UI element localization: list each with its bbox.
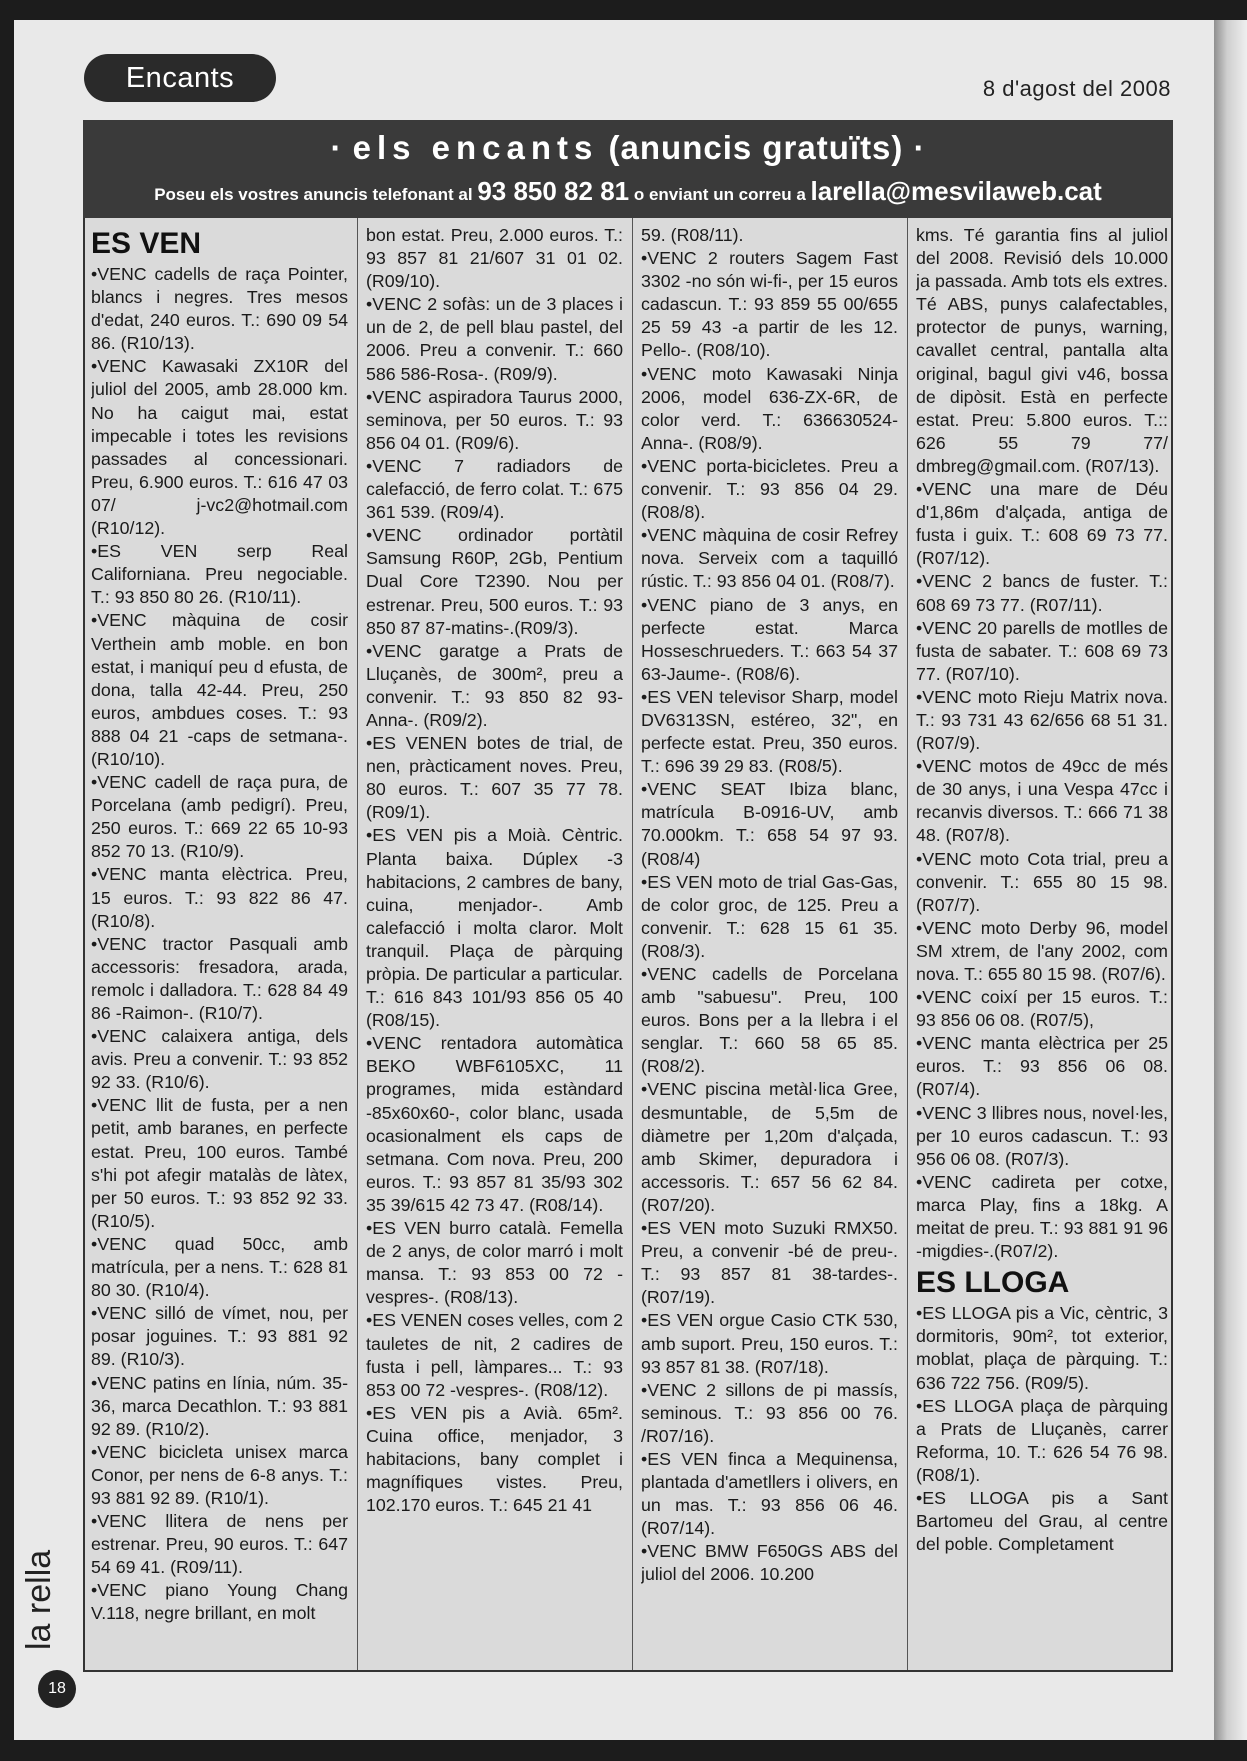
column-divider [357,218,358,1670]
classified-ad: •VENC piscina metàl·lica Gree, desmuntable, de 5,5m de diàmetre per 1,20m d'alçada, amb Skimer, depuradora i accessoris. T.: 657 56 62 84. (R07/20). [641,1079,898,1215]
classified-ad: •VENC màquina de cosir Verthein amb moble. en bon estat, i maniquí peu d efusta, de dona, talla 42-44. Preu, 250 euros, ambdues coses. T.: 93 888 04 21 -caps de setmana-. (R10/10). [91,610,348,769]
classified-ad: •ES VEN pis a Moià. Cèntric. Planta baixa. Dúplex -3 habitacions, 2 cambres de bany, cuina, menjador-. Amb calefacció i molta claror. Molt tranquil. Plaça de pàrquing pròpia. De particular a particular. T.: 616 843 101/93 856 05 40 (R08/15). [366,825,623,1031]
section-heading: ES LLOGA [916,1266,1070,1300]
classified-ad: •VENC moto Derby 96, model SM xtrem, de l'any 2002, com nova. T.: 655 80 15 98. (R07/6). [916,917,1168,984]
classified-ad: •VENC silló de vímet, nou, per posar joguines. T.: 93 881 92 89. (R10/3). [91,1303,348,1370]
classified-ad: •VENC coixí per 15 euros. T.: 93 856 06 08. (R07/5), [916,987,1168,1031]
classified-ad: •VENC cadell de raça pura, de Porcelana (amb pedigrí). Preu, 250 euros. T.: 669 22 65 10-93 852 70 13. (R10/9). [91,772,348,862]
classified-ad: 59. (R08/11). [641,225,744,245]
classified-ad: •ES VEN televisor Sharp, model DV6313SN, estéreo, 32", en perfecte estat. Preu, 350 euros. T.: 696 39 29 83. (R08/5). [641,686,898,777]
classified-ad: •VENC SEAT Ibiza blanc, matrícula B-0916-UV, amb 70.000km. T.: 658 54 97 93. (R08/4) [641,779,898,869]
classified-ad: •ES VENEN coses velles, com 2 tauletes de nit, 2 cadires de fusta i pell, làmpares... T.: 93 853 00 72 -vespres-. (R08/12). [366,1310,623,1400]
classified-ad: •ES VEN finca a Mequinensa, plantada d'ametllers i olivers, en un mas. T.: 93 856 06 46. (R07/14). [641,1448,898,1539]
classifieds-banner [83,120,1173,218]
classified-ad: •VENC ordinador portàtil Samsung R60P, 2Gb, Pentium Dual Core T2390. Nou per estrenar. Preu, 500 euros. T.: 93 850 87 87-matins-.(R09/3). [366,525,623,638]
classified-ad: •VENC garatge a Prats de Lluçanès, de 300m², preu a convenir. T.: 93 850 82 93-Anna-. (R09/2). [366,640,623,730]
magazine-name: la rella [20,1549,58,1650]
classified-ad: kms. Té garantia fins al juliol del 2008. Revisió dels 10.000 ja passada. Amb tots els extres. Té ABS, punys calafectables, protector de punys, warning, cavallet central, pantalla alta original, bagul givi v46, bossa de dipòsit. Està en perfecte estat. Preu: 5.800 euros. T.:: 626 55 79 77/ dmbreg@gmail.com. (R07/13). [916,225,1168,476]
classified-ad: •VENC 2 bancs de fuster. T.: 608 69 73 77. (R07/11). [916,571,1168,615]
classified-ad: •ES VENEN botes de trial, de nen, pràcticament noves. Preu, 80 euros. T.: 607 35 77 78. (R09/1). [366,733,623,823]
classified-ad: •VENC cadireta per cotxe, marca Play, fins a 18kg. A meitat de preu. T.: 93 881 91 96 -migdies-.(R07/2). [916,1171,1168,1262]
classified-ad: •ES LLOGA plaça de pàrquing a Prats de Lluçanès, carrer Reforma, 10. T.: 626 54 76 98. (R08/1). [916,1395,1168,1485]
classified-ad: •ES VEN moto Suzuki RMX50. Preu, a convenir -bé de preu-. T.: 93 857 81 38-tardes-. (R07/19). [641,1218,898,1308]
classified-ad: •VENC tractor Pasquali amb accessoris: fresadora, arada, remolc i dalladora. T.: 628 84 49 86 -Raimon-. (R10/7). [91,933,348,1023]
classified-ad: •VENC 20 parells de motlles de fusta de sabater. T.: 608 69 73 77. (R07/10). [916,617,1168,684]
banner-email: larella@mesvilaweb.cat [810,176,1102,206]
classified-ad: •VENC Kawasaki ZX10R del juliol del 2005, amb 28.000 km. No ha caigut mai, estat impecable i totes les revisions passades al concessionari. Preu, 6.900 euros. T.: 616 47 03 07/ j-vc2@hotmail.com (R10/12). [91,356,348,539]
classified-ad: •VENC una mare de Déu d'1,86m d'alçada, antiga de fusta i guix. T.: 608 69 73 77. (R07/12). [916,479,1168,569]
column-2 [366,224,623,1664]
banner-sub-mid: o enviant un correu a [629,185,811,204]
issue-date: 8 d'agost del 2008 [982,76,1171,101]
classified-ad: •VENC rentadora automàtica BEKO WBF6105XC, 11 programes, mida estàndard -85x60x60-, color blanc, usada ocasionalment els caps de setmana. Com nova. Preu, 200 euros. T.: 93 857 81 35/93 302 35 39/615 42 73 47. (R08/14). [366,1033,623,1215]
banner-title-spaced: els encants [352,129,599,166]
classified-ad: •VENC motos de 49cc de més de 30 anys, i una Vespa 47cc i recanvis diversos. T.: 666 71 38 48. (R07/8). [916,756,1168,846]
classified-ad: •VENC aspiradora Taurus 2000, seminova, per 50 euros. T.: 93 856 04 01. (R09/6). [366,386,623,453]
page-spine [1214,20,1247,1740]
classified-ad: •VENC quad 50cc, amb matrícula, per a nens. T.: 628 81 80 30. (R10/4). [91,1233,348,1301]
column-divider [907,218,908,1670]
classified-ad: •VENC 3 llibres nous, novel·les, per 10 euros cadascun. T.: 93 956 06 08. (R07/3). [916,1102,1168,1169]
classified-ad: •VENC cadells de raça Pointer, blancs i negres. Tres mesos d'edat, 240 euros. T.: 690 09 54 86. (R10/13). [91,264,348,354]
classified-ad: •VENC manta elèctrica. Preu, 15 euros. T.: 93 822 86 47. (R10/8). [91,864,348,931]
classified-ad: •ES VEN orgue Casio CTK 530, amb suport. Preu, 150 euros. T.: 93 857 81 38. (R07/18). [641,1310,898,1377]
classified-ad: •VENC calaixera antiga, dels avis. Preu a convenir. T.: 93 852 92 33. (R10/6). [91,1026,348,1093]
classified-ad: •ES VEN serp Real Californiana. Preu negociable. T.: 93 850 80 26. (R10/11). [91,541,348,608]
column-1 [91,224,348,1664]
classified-ad: •VENC màquina de cosir Refrey nova. Serveix com a taquilló rústic. T.: 93 856 04 01. (R08/7). [641,525,898,592]
classified-ad: •VENC llitera de nens per estrenar. Preu, 90 euros. T.: 647 54 69 41. (R09/11). [91,1511,348,1578]
classified-ad: •VENC cadells de Porcelana amb "sabuesu". Preu, 100 euros. Bons per a la llebra i el senglar. T.: 660 58 65 85. (R08/2). [641,964,898,1077]
column-divider [632,218,633,1670]
banner-title-rest: (anuncis gratuïts) · [598,129,926,166]
column-4 [916,224,1168,1664]
classified-ad: •VENC manta elèctrica per 25 euros. T.: 93 856 06 08. (R07/4). [916,1033,1168,1100]
classified-ad: •VENC piano de 3 anys, en perfecte estat. Marca Hosseschrueders. T.: 663 54 37 63-Jaume-. (R08/6). [641,594,898,684]
classified-ad: •ES LLOGA pis a Vic, cèntric, 3 dormitoris, 90m², tot exterior, moblat, plaça de pàrquing. T.: 636 722 756. (R09/5). [916,1303,1168,1393]
classified-ad: •VENC 7 radiadors de calefacció, de ferro colat. T.: 675 361 539. (R09/4). [366,455,623,523]
classified-ad: •VENC moto Cota trial, preu a convenir. T.: 655 80 15 98. (R07/7). [916,848,1168,915]
classified-ad: •ES VEN moto de trial Gas-Gas, de color groc, de 125. Preu a convenir. T.: 628 15 61 35. (R08/3). [641,871,898,961]
classified-ad: •VENC piano Young Chang V.118, negre brillant, en molt [91,1580,348,1624]
classified-ad: •VENC 2 sillons de pi massís, seminous. T.: 93 856 00 76. /R07/16). [641,1379,898,1446]
classified-ad: •VENC bicicleta unisex marca Conor, per nens de 6-8 anys. T.: 93 881 92 89. (R10/1). [91,1441,348,1508]
classified-ad: •VENC 2 sofàs: un de 3 places i un de 2, de pell blau pastel, del 2006. Preu a convenir. T.: 660 586 586-Rosa-. (R09/9). [366,294,623,384]
classified-ad: bon estat. Preu, 2.000 euros. T.: 93 857 81 21/607 31 01 02. (R09/10). [366,225,623,292]
classified-ad: •VENC 2 routers Sagem Fast 3302 -no són wi-fi-, per 15 euros cadascun. T.: 93 859 55 00/655 25 59 43 -a partir de les 12. Pello-. (R08/10). [641,248,898,361]
classified-ad: •VENC BMW F650GS ABS del juliol del 2006. 10.200 [641,1541,898,1585]
banner-sub-pre: Poseu els vostres anuncis telefonant al [154,185,478,204]
classifieds-columns [83,218,1173,1672]
classified-ad: •VENC moto Kawasaki Ninja 2006, model 636-ZX-6R, de color verd. T.: 636630524-Anna-. (R08/9). [641,363,898,453]
banner-title [83,128,1173,168]
classified-ad: •VENC llit de fusta, per a nen petit, amb baranes, en perfecte estat. Preu, 100 euros. També s'hi pot afegir matalàs de làtex, per 50 euros. T.: 93 852 92 33. (R10/5). [91,1095,348,1231]
classified-ad: •VENC porta-bicicletes. Preu a convenir. T.: 93 856 04 29. (R08/8). [641,455,898,523]
classified-ad: •ES VEN burro català. Femella de 2 anys, de color marró i molt mansa. T.: 93 853 00 72 -vespres-. (R08/13). [366,1218,623,1308]
banner-title-pre: · [330,129,353,166]
banner-phone: 93 850 82 81 [477,176,630,206]
column-3 [641,224,898,1664]
section-tab: Encants [84,54,276,102]
classified-ad: •ES LLOGA pis a Sant Bartomeu del Grau, al centre del poble. Completament [916,1487,1168,1555]
banner-subtitle [83,174,1173,212]
classified-ad: •VENC moto Rieju Matrix nova. T.: 93 731 43 62/656 68 51 31. (R07/9). [916,686,1168,754]
section-heading: ES VEN [91,227,202,260]
page-number: 18 [38,1670,76,1708]
classified-ad: •VENC patins en línia, núm. 35-36, marca Decathlon. T.: 93 881 92 89. (R10/2). [91,1372,348,1439]
classified-ad: •ES VEN pis a Avià. 65m². Cuina office, menjador, 3 habitacions, bany complet i magnífiques vistes. Preu, 102.170 euros. T.: 645 21 41 [366,1402,623,1516]
